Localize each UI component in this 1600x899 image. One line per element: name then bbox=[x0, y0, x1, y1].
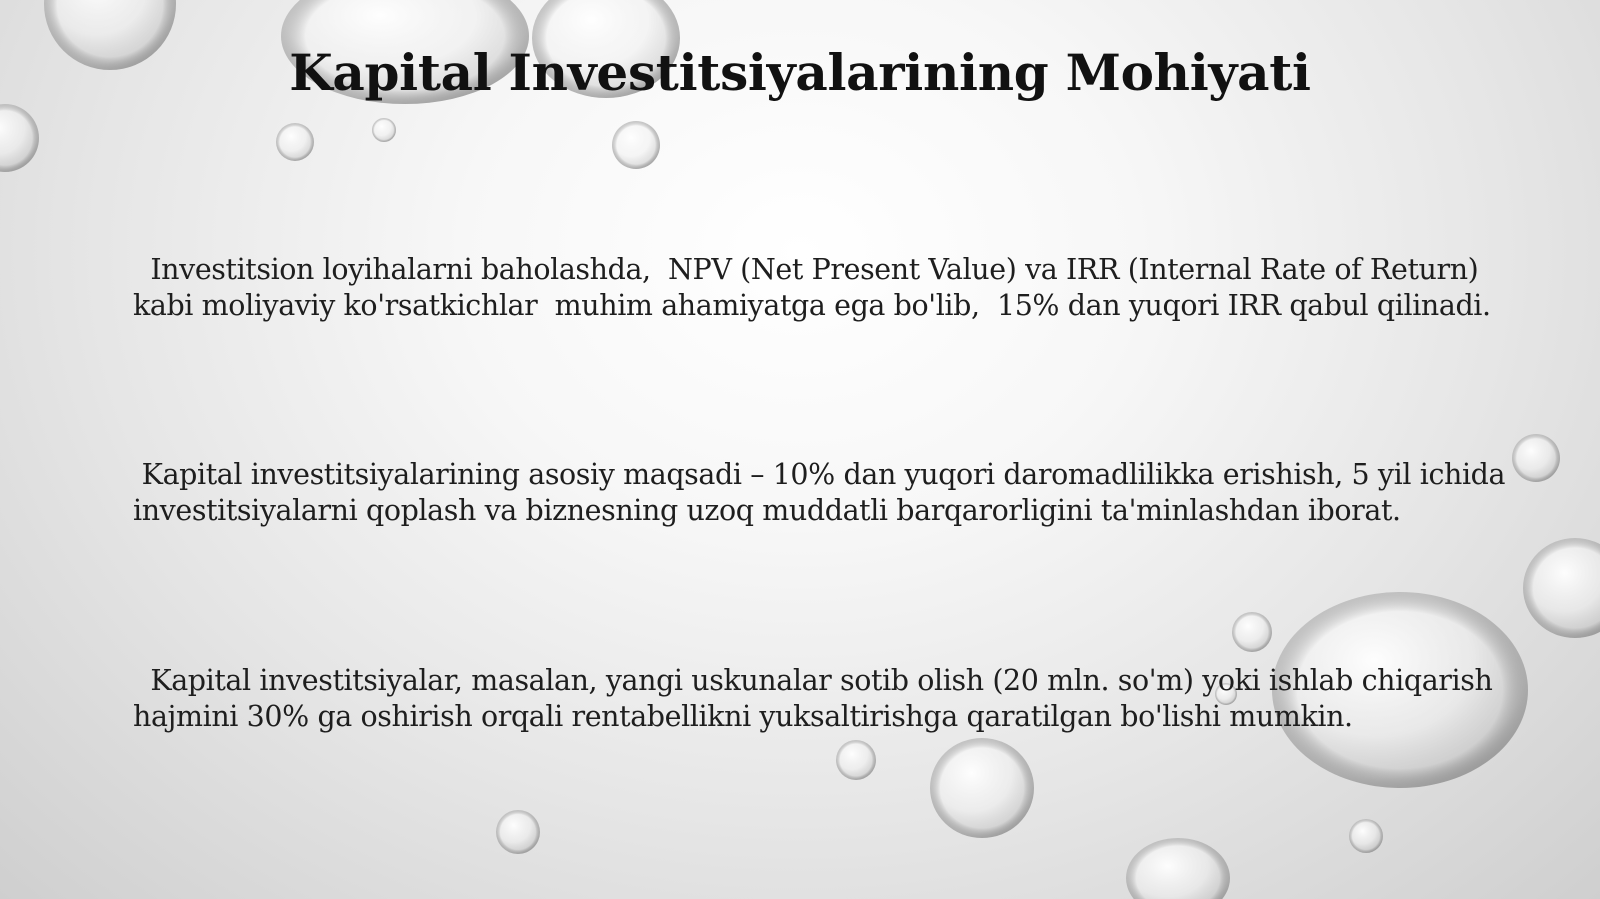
slide-title: Kapital Investitsiyalarining Mohiyati bbox=[289, 43, 1311, 102]
droplet bbox=[1232, 612, 1272, 652]
droplet bbox=[836, 740, 876, 780]
slide-paragraph-example: Kapital investitsiyalar, masalan, yangi uskunalar sotib olish (20 mln. so'm) yoki ishlab chiqarish hajmini 30% ga oshirish orqali rentabellikni yuksaltirishga qaratilgan bo'lishi mumkin. bbox=[133, 664, 1502, 733]
droplet bbox=[1349, 819, 1383, 853]
slide-paragraph-npv-irr: Investitsion loyihalarni baholashda, NPV (Net Present Value) va IRR (Internal Rate of Return) kabi moliyaviy ko'rsatkichlar muhim ahamiyatga ega bo'lib, 15% dan yuqori IRR qabul qilinadi. bbox=[133, 253, 1491, 322]
droplet bbox=[276, 123, 314, 161]
droplet bbox=[496, 810, 540, 854]
droplet bbox=[1126, 838, 1230, 899]
droplet bbox=[612, 121, 660, 169]
droplet bbox=[372, 118, 396, 142]
droplet bbox=[1523, 538, 1600, 638]
slide-paragraph-objective: Kapital investitsiyalarining asosiy maqsadi – 10% dan yuqori daromadlilikka erishish, 5 yil ichida investitsiyalarni qoplash va biznesning uzoq muddatli barqarorligini ta'minlashdan iborat. bbox=[133, 458, 1514, 527]
droplet bbox=[930, 738, 1034, 838]
droplet bbox=[0, 104, 39, 172]
